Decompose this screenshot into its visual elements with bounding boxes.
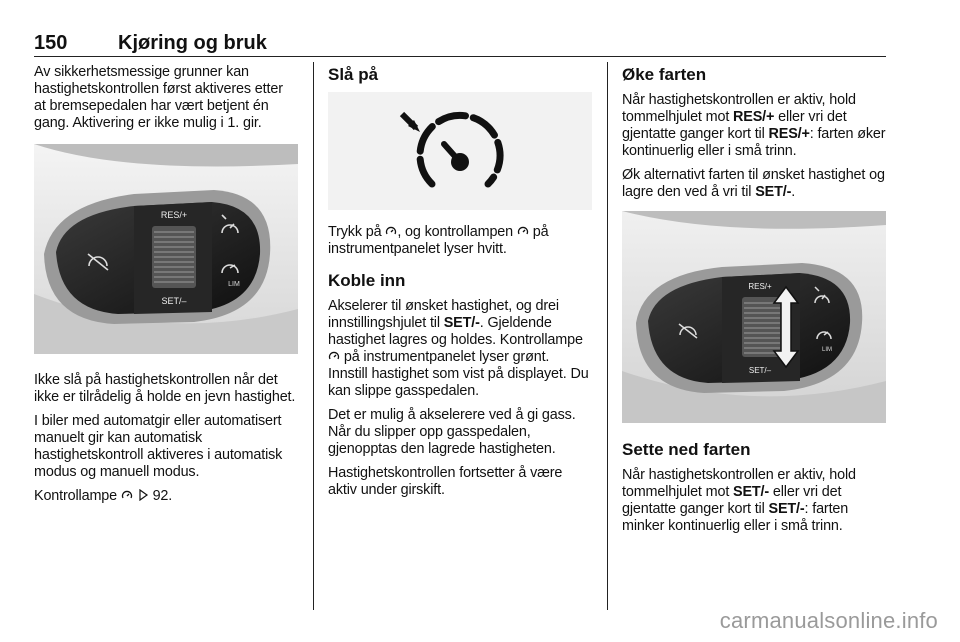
text-bold: SET/- xyxy=(768,501,805,517)
column-2 xyxy=(328,64,592,506)
text: , og kontrollampen xyxy=(397,224,514,240)
page-header xyxy=(34,30,886,57)
paragraph: Hastighetskontrollen fortsetter å være aktiv under girskift. xyxy=(328,465,563,498)
text: Akselerer til ønsket hastighet, og drei innstillingshjulet til xyxy=(328,298,559,331)
column-3 xyxy=(622,64,886,542)
paragraph xyxy=(328,224,592,258)
paragraph: Det er mulig å akselerere ved å gi gass. Når du slipper opp gasspedalen, gjenopptas den lagrede hastigheten. xyxy=(328,407,576,457)
text: på instrumentpanelet lyser hvitt. xyxy=(328,224,549,257)
steering-wheel-controls-photo xyxy=(34,144,298,354)
paragraph xyxy=(622,167,886,201)
section-heading: Øke farten xyxy=(622,65,707,84)
text: . xyxy=(791,184,796,200)
text: : farten minker kontinuerlig eller i små trinn. xyxy=(622,501,849,534)
text: . Gjeldende hastighet lagres og holdes. Kontrollampe xyxy=(328,315,583,348)
paragraph xyxy=(328,298,592,400)
paragraph: Ikke slå på hastighetskontrollen når det ikke er tilrådelig å holde en jevn hastighet. xyxy=(34,372,296,405)
text: eller vri det gjentatte ganger kort til xyxy=(622,484,842,517)
text-bold: SET/- xyxy=(755,184,792,200)
text: Trykk på xyxy=(328,224,382,240)
text: : farten øker kontinuerlig eller i små trinn. xyxy=(622,126,886,159)
cruise-control-icon xyxy=(402,114,500,184)
page-reference-icon xyxy=(137,489,149,501)
cruise-control-icon xyxy=(328,350,340,362)
paragraph xyxy=(622,467,886,535)
paragraph: I biler med automatgir eller automatisert manuelt gir kan automatisk hastighetskontroll aktiveres i automatisk modus og manuell modus. xyxy=(34,413,283,480)
text: på instrumentpanelet lyser grønt. Innstill hastighet som vist på displayet. Du kan slippe gasspedalen. xyxy=(328,349,589,399)
column-divider xyxy=(607,62,608,610)
text-bold: SET/- xyxy=(733,484,770,500)
set-label: SET/– xyxy=(161,296,187,306)
page-reference: 92. xyxy=(152,488,173,504)
cruise-control-symbol-illustration xyxy=(328,92,592,210)
set-label: SET/– xyxy=(748,366,772,375)
column-divider xyxy=(313,62,314,610)
thumbwheel-photo xyxy=(622,211,886,423)
text: Når hastighetskontrollen er aktiv, hold tommelhjulet mot xyxy=(622,92,856,125)
cruise-control-icon xyxy=(121,489,133,501)
lim-label: LIM xyxy=(821,347,833,353)
res-label: RES/+ xyxy=(160,210,188,220)
paragraph xyxy=(622,92,886,160)
lim-label: LIM xyxy=(228,281,240,288)
watermark: carmanualsonline.info xyxy=(719,608,938,633)
section-heading: Koble inn xyxy=(328,271,406,290)
paragraph: Av sikkerhetsmessige grunner kan hastighetskontrollen først aktiveres etter at bremsepedalen har vært betjent én gang. Aktivering er ikke mulig i 1. gir. xyxy=(34,64,283,131)
text: Øk alternativt farten til ønsket hastighet og lagre den ved å vri til xyxy=(622,167,885,200)
res-label: RES/+ xyxy=(748,282,772,291)
cruise-control-icon xyxy=(385,225,397,237)
chapter-title: Kjøring og bruk xyxy=(118,32,267,54)
text-bold: SET/- xyxy=(443,315,480,331)
text: Kontrollampe xyxy=(34,488,117,504)
text-bold: RES/+ xyxy=(733,109,775,125)
column-1 xyxy=(34,64,298,512)
cruise-control-icon xyxy=(517,225,529,237)
section-heading: Sette ned farten xyxy=(622,440,751,459)
section-heading: Slå på xyxy=(328,65,379,84)
paragraph xyxy=(34,488,298,505)
page-number: 150 xyxy=(34,32,68,54)
text: eller vri det gjentatte ganger kort til xyxy=(622,109,847,142)
text-bold: RES/+ xyxy=(768,126,810,142)
text: Når hastighetskontrollen er aktiv, hold tommelhjulet mot xyxy=(622,467,856,500)
